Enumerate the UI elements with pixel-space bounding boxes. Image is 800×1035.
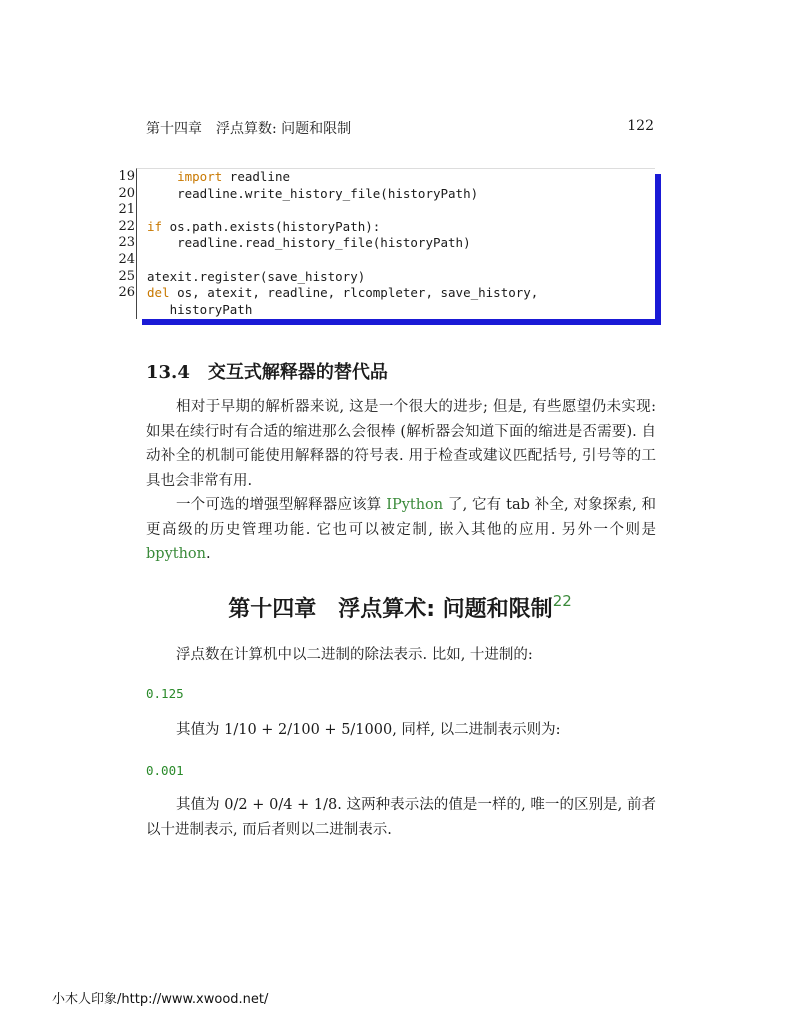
code-text: atexit.register(save_history): [147, 268, 366, 284]
code-line: [105, 169, 665, 186]
code-keyword: if: [147, 218, 163, 234]
line-number: 24: [118, 251, 135, 267]
running-header-title: 第十四章 浮点算数: 问题和限制: [146, 121, 352, 137]
code-text: readline.read_history_file(historyPath): [147, 235, 471, 251]
paragraph-2-text-c: .: [206, 546, 211, 562]
chapter-title: [0, 592, 800, 623]
running-header: [146, 118, 654, 138]
chapter-title-text: 第十四章 浮点算术: 问题和限制: [228, 597, 553, 622]
paragraph-4: 其值为 1/10 + 2/100 + 5/1000, 同样, 以二进制表示则为:: [176, 722, 561, 738]
page-number: 122: [627, 118, 654, 134]
line-number: 20: [118, 185, 135, 201]
paragraph-2-text-a: 一个可选的增强型解释器应该算: [176, 497, 387, 513]
ipython-link[interactable]: IPython: [386, 497, 444, 513]
code-line: [105, 285, 665, 302]
code-text: os, atexit, readline, rlcompleter, save_history,: [169, 285, 539, 301]
code-line: [105, 302, 665, 319]
code-line: [105, 235, 665, 252]
code-text: os.path.exists(historyPath):: [162, 218, 381, 234]
code-line: [105, 252, 665, 269]
paragraph-1: 相对于早期的解析器来说, 这是一个很大的进步; 但是, 有些愿望仍未实现: 如果在续行时有合适的缩进那么会很棒 (解析器会知道下面的缩进是否需要). 自动补全的机制可能使用解释器的符号表. 用于检查或建议匹配括号, 引号等的工具也会非常有用.: [146, 399, 656, 489]
code-keyword: import: [147, 169, 223, 184]
code-line: [105, 269, 665, 286]
code-keyword: del: [147, 285, 170, 301]
code-line: [105, 186, 665, 203]
code-lines: [105, 169, 665, 318]
line-number: 19: [118, 169, 135, 184]
line-number: 25: [118, 268, 135, 284]
code-sample-binary: 0.001: [146, 763, 184, 778]
line-number: 22: [118, 218, 135, 234]
paragraph-2: [146, 493, 656, 567]
bpython-link[interactable]: bpython: [146, 546, 206, 562]
code-text: historyPath: [147, 301, 253, 317]
code-listing: [118, 168, 655, 319]
footnote-marker[interactable]: 22: [552, 592, 572, 610]
line-number: [105, 302, 147, 319]
paragraph-5: 其值为 0/2 + 0/4 + 1/8. 这两种表示法的值是一样的, 唯一的区别是, 前者以十进制表示, 而后者则以二进制表示.: [146, 797, 656, 838]
code-text: readline: [222, 169, 290, 184]
line-number: 21: [118, 202, 135, 218]
code-line: [105, 219, 665, 236]
line-number: 23: [118, 235, 135, 251]
code-line: [105, 202, 665, 219]
line-number: 26: [118, 285, 135, 301]
section-heading: [146, 358, 388, 384]
footer-watermark[interactable]: 小木人印象/http://www.xwood.net/: [52, 992, 269, 1007]
code-text: readline.write_history_file(historyPath): [147, 185, 479, 201]
section-number: 13.4: [146, 362, 190, 383]
paragraph-2-text-b: 了, 它有 tab 补全, 对象探索, 和更高级的历史管理功能. 它也可以被定制, 嵌入其他的应用. 另外一个则是: [146, 497, 656, 538]
section-title: 交互式解释器的替代品: [207, 362, 388, 383]
code-sample-decimal: 0.125: [146, 686, 184, 701]
paragraph-3: 浮点数在计算机中以二进制的除法表示. 比如, 十进制的:: [176, 647, 533, 663]
